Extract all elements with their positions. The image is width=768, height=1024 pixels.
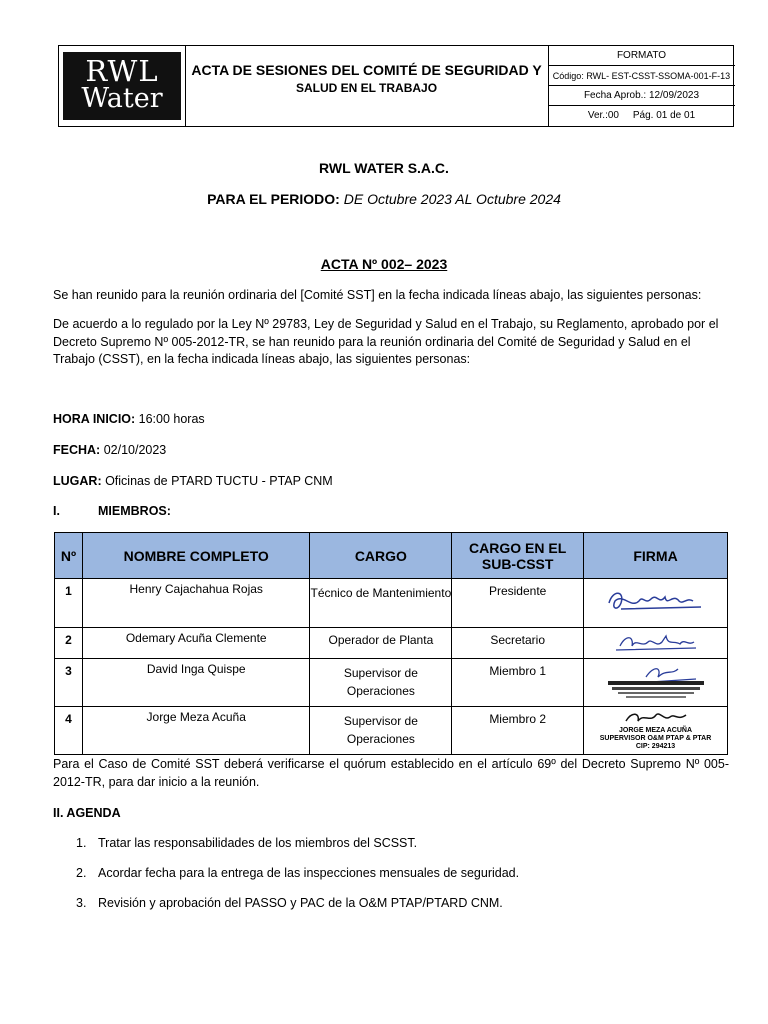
stamp-title: SUPERVISOR O&M PTAP & PTAR bbox=[599, 735, 712, 742]
company-name: RWL WATER S.A.C. bbox=[319, 160, 449, 176]
agenda-item-text: Tratar las responsabilidades de los miembros del SCSST. bbox=[98, 836, 418, 850]
signature-image bbox=[601, 579, 711, 619]
header-title-cell bbox=[185, 46, 549, 126]
member-name: David Inga Quispe bbox=[82, 659, 310, 707]
agenda-item-number: 3. bbox=[76, 896, 87, 910]
member-sub-role: Miembro 2 bbox=[452, 707, 584, 755]
header-signature: FIRMA bbox=[584, 533, 728, 579]
period-value: DE Octubre 2023 AL Octubre 2024 bbox=[343, 191, 561, 207]
date-label: FECHA: bbox=[53, 443, 101, 457]
place-value: Oficinas de PTARD TUCTU - PTAP CNM bbox=[101, 474, 333, 488]
period-line bbox=[0, 191, 768, 207]
start-time-line bbox=[53, 411, 729, 429]
row-number: 1 bbox=[55, 579, 83, 628]
format-label: FORMATO bbox=[548, 46, 735, 66]
header-number: Nº bbox=[55, 533, 83, 579]
table-row bbox=[55, 579, 728, 628]
agenda-item-number: 1. bbox=[76, 836, 87, 850]
member-sub-role: Secretario bbox=[452, 628, 584, 659]
signature-cell bbox=[584, 707, 728, 755]
signature-cell bbox=[584, 659, 728, 707]
member-position: Supervisor de Operaciones bbox=[310, 659, 452, 707]
member-sub-role: Miembro 1 bbox=[452, 659, 584, 707]
agenda-item-number: 2. bbox=[76, 866, 87, 880]
table-row bbox=[55, 659, 728, 707]
stamp-cip: CIP: 294213 bbox=[635, 743, 676, 750]
agenda-item-text: Acordar fecha para la entrega de las inspecciones mensuales de seguridad. bbox=[98, 866, 520, 880]
member-position: Supervisor de Operaciones bbox=[310, 707, 452, 755]
signature-image bbox=[606, 628, 706, 656]
member-name: Odemary Acuña Clemente bbox=[82, 628, 310, 659]
version-page: Ver.:00 Pág. 01 de 01 bbox=[587, 110, 696, 121]
members-section-number: I. bbox=[53, 504, 60, 518]
header-title-line2: SALUD EN EL TRABAJO bbox=[295, 81, 438, 95]
members-section-heading bbox=[53, 503, 729, 521]
table-row bbox=[55, 707, 728, 755]
row-number: 4 bbox=[55, 707, 83, 755]
member-position: Operador de Planta bbox=[310, 628, 452, 659]
logo-text-line2: Water bbox=[81, 83, 163, 114]
logo-text-line1: RWL bbox=[85, 54, 159, 88]
header-full-name: NOMBRE COMPLETO bbox=[82, 533, 310, 579]
date-value: 02/10/2023 bbox=[100, 443, 167, 457]
row-number: 3 bbox=[55, 659, 83, 707]
member-name: Henry Cajachahua Rojas bbox=[82, 579, 310, 628]
place-line bbox=[53, 473, 729, 491]
company-logo bbox=[63, 52, 181, 120]
period-label: PARA EL PERIODO: bbox=[207, 191, 340, 207]
date-line bbox=[53, 442, 729, 460]
acta-title: ACTA Nº 002– 2023 bbox=[320, 256, 448, 272]
member-sub-role: Presidente bbox=[452, 579, 584, 628]
start-time-value: 16:00 horas bbox=[135, 412, 205, 426]
signature-image bbox=[616, 707, 696, 727]
members-section-title: MIEMBROS: bbox=[98, 504, 171, 518]
agenda-heading: II. AGENDA bbox=[53, 806, 121, 820]
member-name: Jorge Meza Acuña bbox=[82, 707, 310, 755]
logo-cell bbox=[59, 46, 186, 126]
intro-paragraph-2: De acuerdo a lo regulado por la Ley Nº 29783, Ley de Seguridad y Salud en el Trabajo, su Reglamento, aprobado por el Decreto Supremo Nº 005-2012-TR, se han reunido para la reunión ordinaria del Comité de Seguridad y Salud en el Trabajo (CSST), en la fecha indicada líneas abajo, las siguientes personas: bbox=[53, 317, 719, 366]
row-number: 2 bbox=[55, 628, 83, 659]
quorum-paragraph: Para el Caso de Comité SST deberá verificarse el quórum establecido en el artículo 69º del Decreto Supremo Nº 005-2012-TR, para dar inicio a la reunión. bbox=[53, 757, 729, 789]
document-header bbox=[58, 45, 734, 127]
start-time-label: HORA INICIO: bbox=[53, 412, 136, 426]
table-header-row bbox=[55, 533, 728, 579]
place-label: LUGAR: bbox=[53, 474, 102, 488]
agenda-item-text: Revisión y aprobación del PASSO y PAC de la O&M PTAP/PTARD CNM. bbox=[98, 896, 503, 910]
header-sub-csst-role: CARGO EN EL SUB-CSST bbox=[452, 533, 584, 579]
stamp-name: JORGE MEZA ACUÑA bbox=[619, 727, 693, 734]
members-table bbox=[54, 532, 728, 755]
document-code: Código: RWL- EST-CSST-SSOMA-001-F-13 bbox=[548, 66, 735, 86]
signature-cell bbox=[584, 628, 728, 659]
header-position: CARGO bbox=[310, 533, 452, 579]
signature-cell bbox=[584, 579, 728, 628]
signature-stamp-text bbox=[584, 727, 727, 751]
intro-paragraph-1: Se han reunido para la reunión ordinaria del [Comité SST] en la fecha indicada líneas abajo, las siguientes personas: bbox=[53, 288, 702, 302]
member-position: Técnico de Mantenimiento bbox=[310, 579, 452, 628]
approval-date: Fecha Aprob.: 12/09/2023 bbox=[548, 86, 735, 106]
table-row bbox=[55, 628, 728, 659]
header-title-line1: ACTA DE SESIONES DEL COMITÉ DE SEGURIDAD Y bbox=[191, 62, 542, 78]
signature-stamp-image bbox=[596, 659, 716, 703]
